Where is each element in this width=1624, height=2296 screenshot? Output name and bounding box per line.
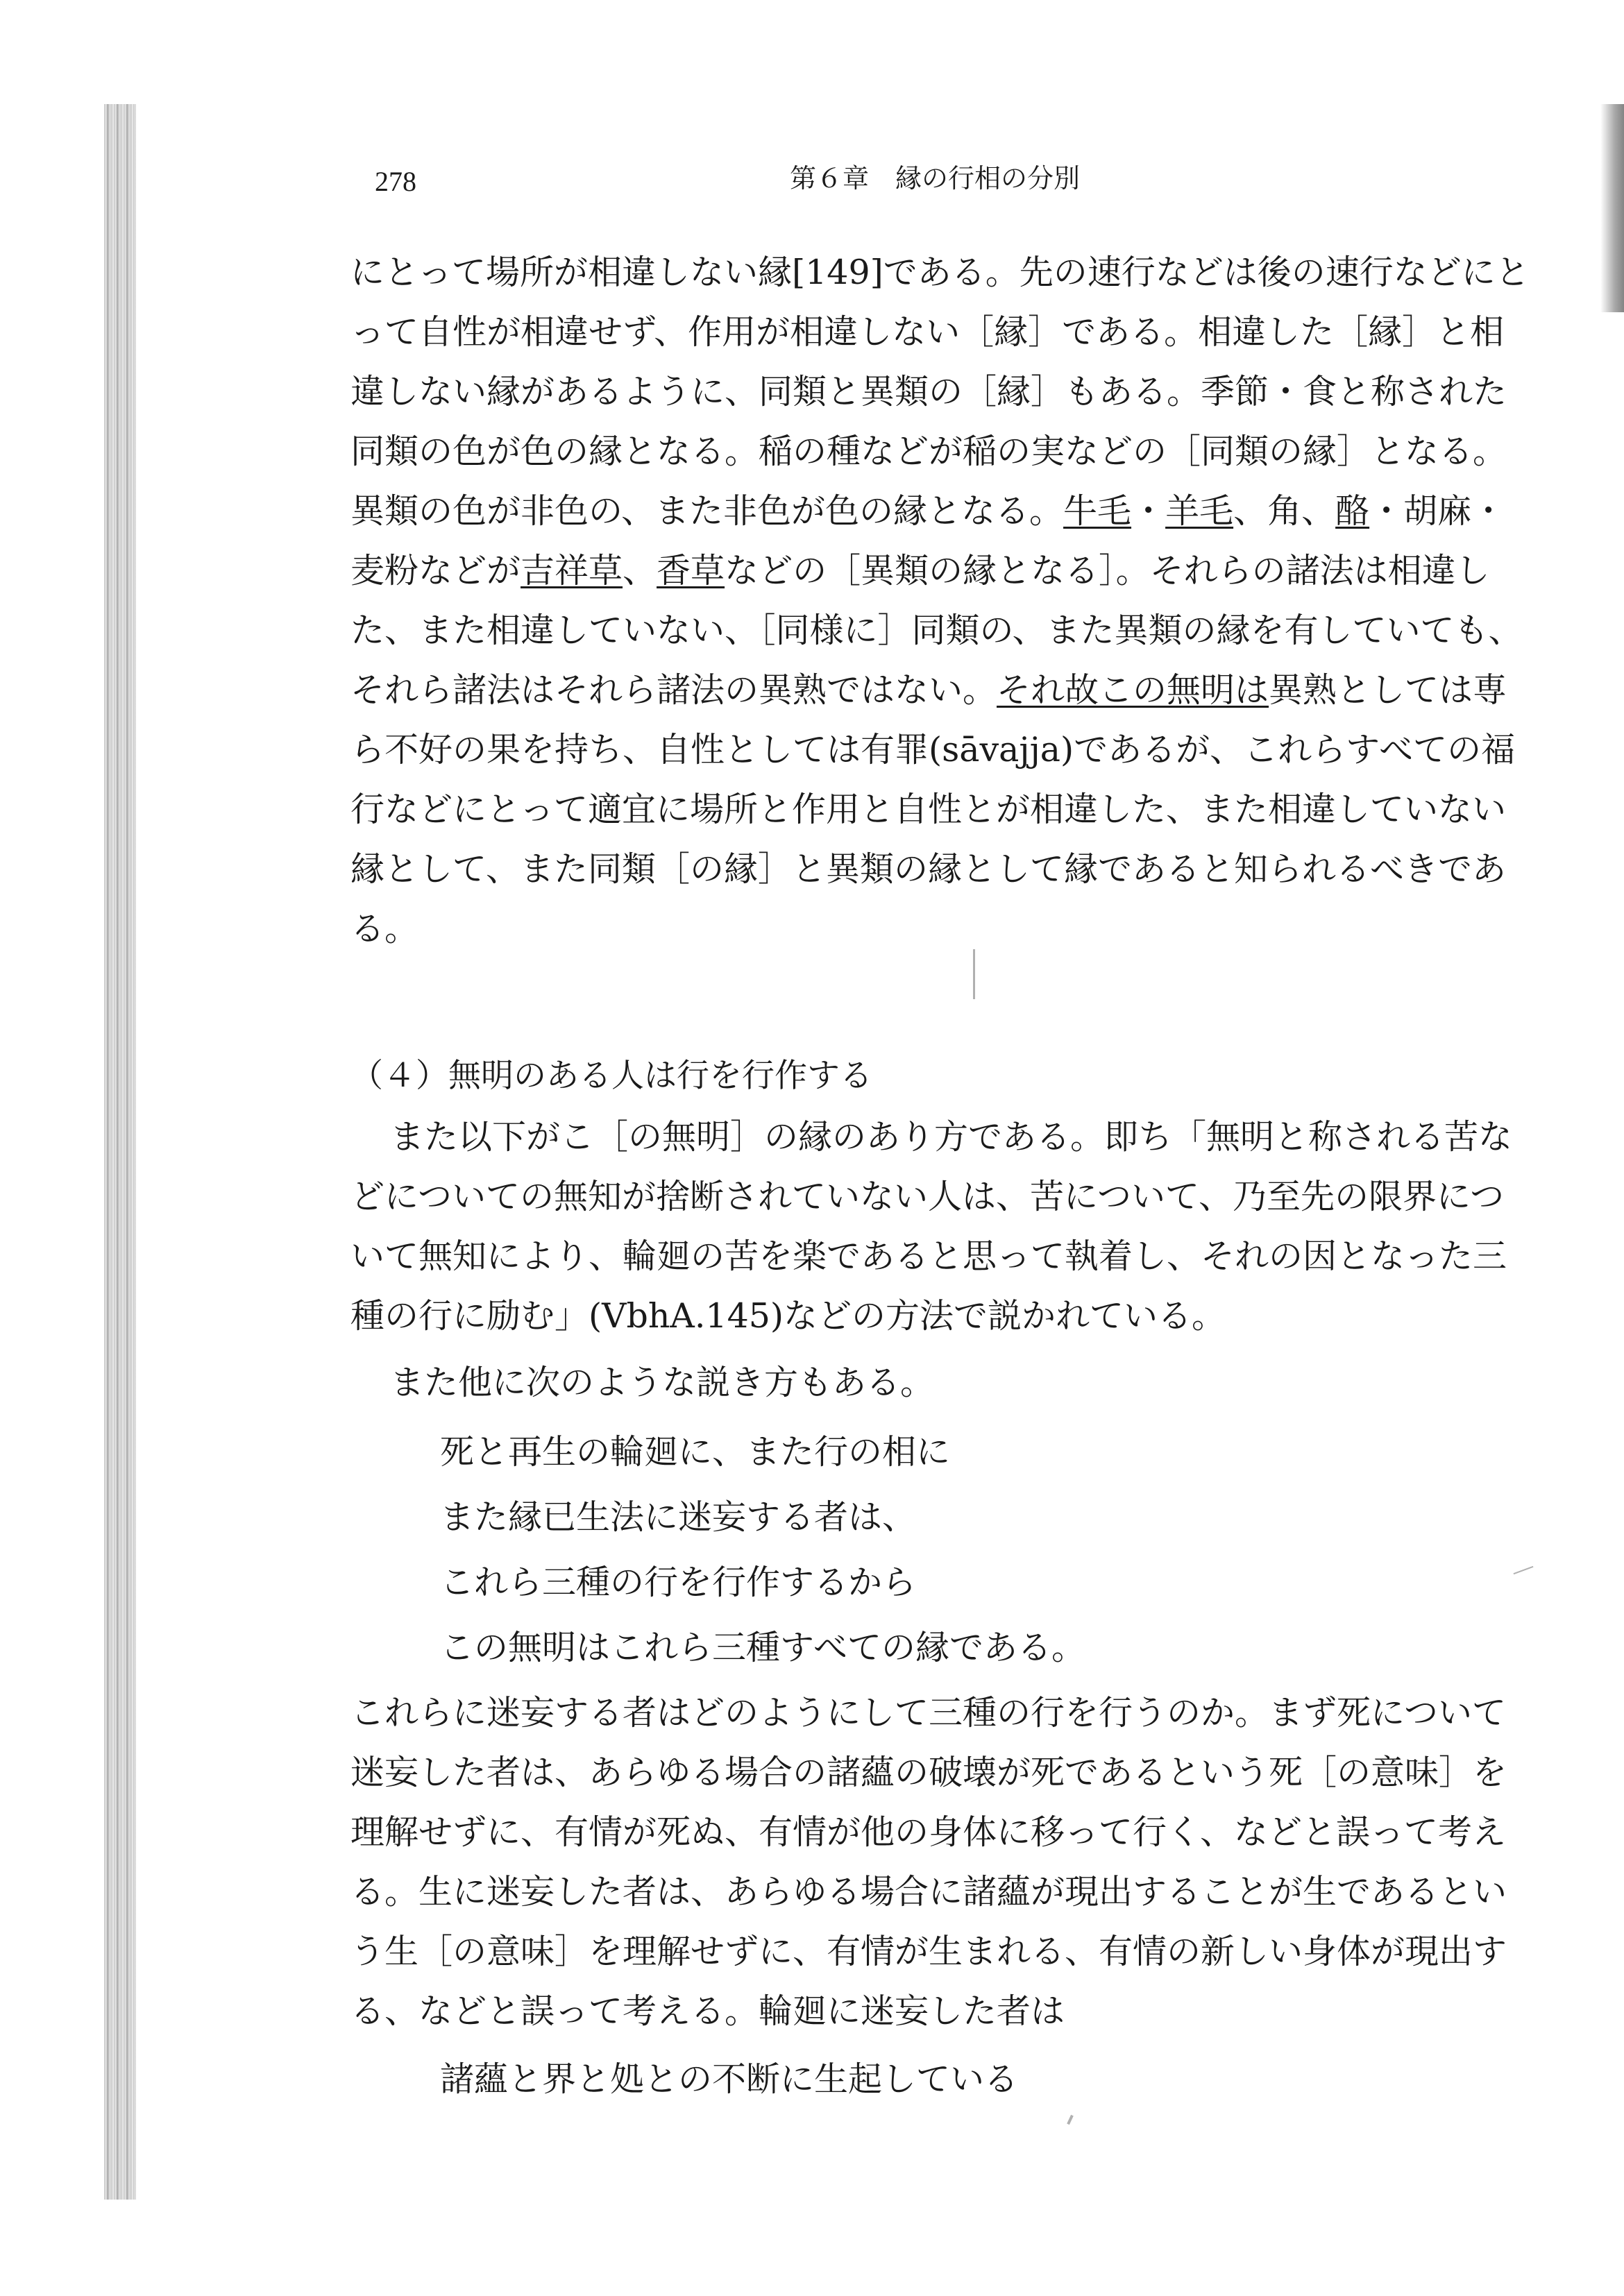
scan-binding-shadow [104, 104, 136, 2200]
underlined-phrase: それ故この無明は [997, 670, 1269, 710]
text-line: る。生に迷妄した者は、あらゆる場合に諸蘊が現出することが生であるとい [350, 1872, 1507, 1912]
text-line: る、などと誤って考える。輪廻に迷妄した者は [350, 1991, 1065, 2031]
underlined-term: 吉祥草 [521, 551, 623, 590]
text-line: どについての無知が捨断されていない人は、苦について、乃至先の限界につ [350, 1177, 1505, 1216]
text-line: る。 [350, 909, 419, 949]
text-line: いて無知により、輪廻の苦を楽であると思って執着し、それの因となった三 [350, 1236, 1507, 1276]
text-line: た、また相違していない、［同様に］同類の、また異類の縁を有していても、 [350, 611, 1523, 650]
text-line: 違しない縁があるように、同類と異類の［縁］もある。季節・食と称された [350, 372, 1507, 411]
verse-line: これら三種の行を行作するから [440, 1563, 917, 1602]
text-line: 異類の色が非色の、また非色が色の縁となる。牛毛・羊毛、角、酪・胡麻・ [350, 491, 1506, 531]
page-number: 278 [375, 166, 416, 197]
scan-mark [1067, 2115, 1074, 2125]
scan-mark [973, 949, 975, 999]
underlined-term: 牛毛 [1063, 491, 1132, 531]
text-line: 行などにとって適宜に場所と作用と自性とが相違した、また相違していない [350, 790, 1507, 829]
verse-line: 死と再生の輪廻に、また行の相に [440, 1432, 951, 1472]
text-line: う生［の意味］を理解せずに、有情が生まれる、有情の新しい身体が現出す [350, 1932, 1507, 1971]
text-line: 種の行に励む」(VbhA.145)などの方法で説かれている。 [350, 1296, 1226, 1336]
underlined-term: 酪 [1335, 491, 1370, 531]
underlined-term: 香草 [657, 551, 725, 590]
text-line: って自性が相違せず、作用が相違しない［縁］である。相違した［縁］と相 [350, 312, 1505, 352]
scan-edge-shadow [1600, 104, 1624, 312]
text-line: また他に次のような説き方もある。 [390, 1363, 935, 1402]
text-line: また以下がこ［の無明］の縁のあり方である。即ち「無明と称される苦な [390, 1117, 1513, 1157]
text-line: 同類の色が色の縁となる。稲の種などが稲の実などの［同類の縁］となる。 [350, 432, 1507, 471]
text-line: それら諸法はそれら諸法の異熟ではない。それ故この無明は異熟としては専 [350, 670, 1507, 710]
verse-line: 諸蘊と界と処との不断に生起している [440, 2059, 1019, 2099]
scan-mark [1514, 1566, 1534, 1574]
text-line: 縁として、また同類［の縁］と異類の縁として縁であると知られるべきであ [350, 849, 1507, 889]
running-title: 第６章 縁の行相の分別 [790, 163, 1081, 194]
underlined-term: 羊毛 [1165, 491, 1234, 531]
section-heading: （４）無明のある人は行を行作する [350, 1057, 872, 1095]
text-line: 麦粉などが吉祥草、香草などの［異類の縁となる］。それらの諸法は相違し [350, 551, 1490, 590]
text-line: 理解せずに、有情が死ぬ、有情が他の身体に移って行く、などと誤って考え [350, 1812, 1507, 1852]
text-line: ら不好の果を持ち、自性としては有罪(sāvajja)であるが、これらすべての福 [350, 730, 1516, 769]
verse-line: この無明はこれら三種すべての縁である。 [440, 1628, 1086, 1667]
text-line: にとって場所が相違しない縁[149]である。先の速行などは後の速行などにと [350, 253, 1530, 292]
text-line: 迷妄した者は、あらゆる場合の諸蘊の破壊が死であるという死［の意味］を [350, 1753, 1507, 1792]
text-line: これらに迷妄する者はどのようにして三種の行を行うのか。まず死について [350, 1693, 1507, 1733]
verse-line: また縁已生法に迷妄する者は、 [440, 1497, 917, 1537]
